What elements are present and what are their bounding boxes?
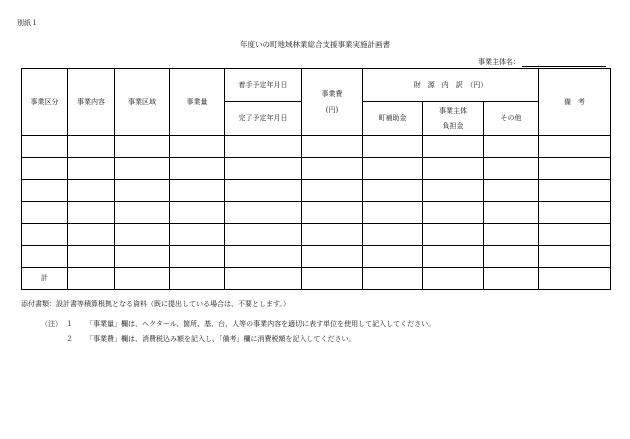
header-cost-label: 事業費 [321, 89, 343, 98]
table-cell[interactable] [423, 224, 484, 246]
table-cell[interactable] [539, 224, 611, 246]
table-cell[interactable] [225, 136, 302, 158]
header-entity-burden [423, 102, 484, 136]
total-cell[interactable] [170, 268, 225, 290]
note1-number: １ [66, 320, 73, 328]
table-cell[interactable] [363, 224, 423, 246]
table-cell[interactable] [22, 180, 68, 202]
header-town-subsidy: 町補助金 [363, 102, 423, 136]
header-cost [302, 69, 363, 136]
header-funding: 財 源 内 訳 （円） [363, 69, 539, 102]
table-cell[interactable] [484, 202, 539, 224]
document-title: 年度いの町地域林業総合支援事業実施計画書 [240, 40, 390, 49]
table-cell[interactable] [22, 136, 68, 158]
table-cell[interactable] [170, 224, 225, 246]
table-row [22, 224, 611, 246]
table-cell[interactable] [423, 246, 484, 268]
header-category: 事業区分 [22, 69, 68, 136]
table-cell[interactable] [539, 202, 611, 224]
total-row [22, 268, 611, 290]
table-cell[interactable] [68, 202, 115, 224]
table-cell[interactable] [302, 136, 363, 158]
table-cell[interactable] [68, 158, 115, 180]
table-cell[interactable] [363, 180, 423, 202]
note2-number: ２ [66, 335, 73, 343]
attachments-note: 添付書類：設計書等積算根拠となる資料（既に提出している場合は、不要とします。） [21, 300, 290, 308]
total-cell[interactable] [115, 268, 170, 290]
table-cell[interactable] [302, 202, 363, 224]
table-cell[interactable] [115, 202, 170, 224]
table-cell[interactable] [423, 136, 484, 158]
table-cell[interactable] [115, 158, 170, 180]
table-cell[interactable] [302, 224, 363, 246]
table-cell[interactable] [302, 246, 363, 268]
table-cell[interactable] [170, 136, 225, 158]
table-row [22, 136, 611, 158]
total-label: 計 [22, 268, 68, 290]
table-cell[interactable] [225, 224, 302, 246]
table-cell[interactable] [363, 136, 423, 158]
table-cell[interactable] [115, 180, 170, 202]
entity-name-label: 事業主体名： [478, 58, 520, 66]
table-cell[interactable] [170, 246, 225, 268]
table-cell[interactable] [68, 180, 115, 202]
plan-table [21, 68, 611, 290]
header-content: 事業内容 [68, 69, 115, 136]
table-cell[interactable] [484, 246, 539, 268]
note1-text: 「事業量」欄は、ヘクタール、箇所、基、台、人等の事業内容を適切に表す単位を使用して記入してください。 [86, 320, 436, 328]
table-cell[interactable] [68, 136, 115, 158]
header-amount: 事業量 [170, 69, 225, 136]
table-cell[interactable] [170, 202, 225, 224]
table-cell[interactable] [115, 224, 170, 246]
table-cell[interactable] [539, 158, 611, 180]
table-row [22, 202, 611, 224]
header-area: 事業区域 [115, 69, 170, 136]
table-cell[interactable] [22, 246, 68, 268]
table-cell[interactable] [484, 158, 539, 180]
table-cell[interactable] [22, 158, 68, 180]
header-entity-burden-line1: 事業主体 [439, 107, 467, 116]
header-cost-unit: (円) [325, 106, 339, 114]
note2-text: 「事業費」欄は、消費税込み額を記入し、「備考」欄に消費税額を記入してください。 [86, 335, 356, 343]
total-cell[interactable] [539, 268, 611, 290]
table-cell[interactable] [363, 202, 423, 224]
note-label: （注） [41, 320, 62, 328]
table-cell[interactable] [22, 224, 68, 246]
table-cell[interactable] [115, 246, 170, 268]
header-entity-burden-line2: 負担金 [442, 121, 464, 130]
table-cell[interactable] [302, 180, 363, 202]
table-row [22, 180, 611, 202]
table-cell[interactable] [423, 158, 484, 180]
total-cell[interactable] [302, 268, 363, 290]
table-cell[interactable] [423, 202, 484, 224]
table-row [22, 246, 611, 268]
table-cell[interactable] [68, 224, 115, 246]
entity-name-line[interactable] [522, 66, 606, 67]
header-end-date: 完了予定年月日 [225, 102, 302, 136]
total-cell[interactable] [363, 268, 423, 290]
table-cell[interactable] [539, 246, 611, 268]
table-cell[interactable] [484, 180, 539, 202]
total-cell[interactable] [484, 268, 539, 290]
total-cell[interactable] [68, 268, 115, 290]
table-cell[interactable] [22, 202, 68, 224]
header-other: その他 [484, 102, 539, 136]
attachment-label: 別紙１ [17, 19, 38, 27]
table-cell[interactable] [225, 246, 302, 268]
table-cell[interactable] [225, 158, 302, 180]
table-cell[interactable] [225, 180, 302, 202]
total-cell[interactable] [225, 268, 302, 290]
table-cell[interactable] [484, 224, 539, 246]
table-cell[interactable] [539, 180, 611, 202]
table-cell[interactable] [302, 158, 363, 180]
table-cell[interactable] [423, 180, 484, 202]
table-row [22, 158, 611, 180]
total-cell[interactable] [423, 268, 484, 290]
table-cell[interactable] [68, 246, 115, 268]
table-cell[interactable] [363, 246, 423, 268]
table-cell[interactable] [170, 158, 225, 180]
table-cell[interactable] [484, 136, 539, 158]
table-cell[interactable] [539, 136, 611, 158]
header-remarks: 備 考 [539, 69, 611, 136]
table-cell[interactable] [363, 158, 423, 180]
table-cell[interactable] [115, 136, 170, 158]
table-body [22, 136, 611, 268]
header-start-date: 着手予定年月日 [225, 69, 302, 102]
table-cell[interactable] [225, 202, 302, 224]
table-cell[interactable] [170, 180, 225, 202]
